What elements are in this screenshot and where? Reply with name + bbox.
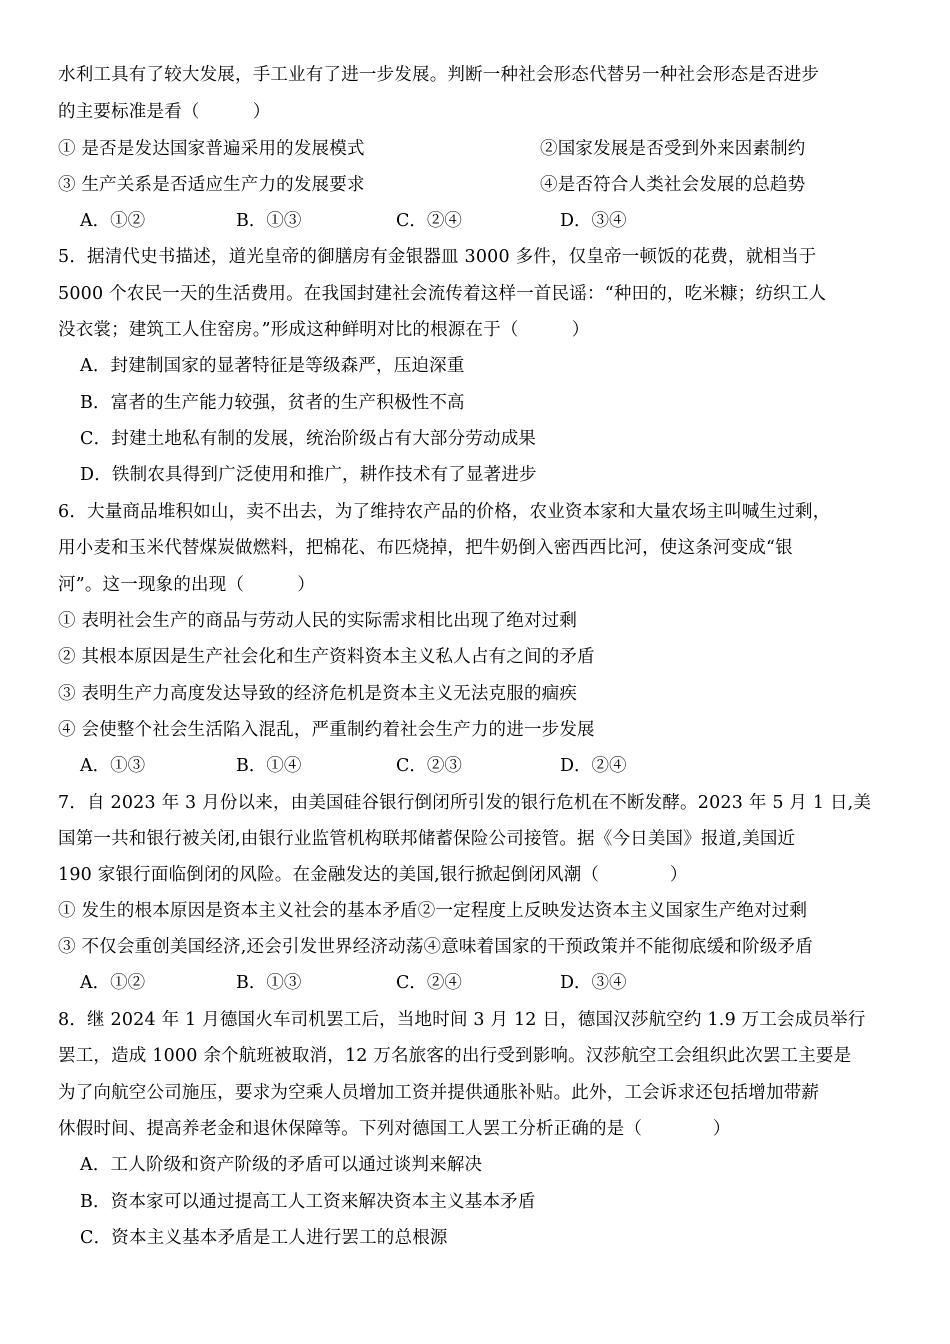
q7-options — [80, 971, 627, 995]
q4-option-a[interactable]: A．①② — [80, 211, 146, 231]
q6-stem-line-1: 6．大量商品堆积如山，卖不出去，为了维持农产品的价格，农业资本家和大量农场主叫喊生过剩， — [58, 502, 831, 522]
q4-option-c[interactable]: C．②④ — [396, 211, 462, 231]
q4-stem-line-1: 水利工具有了较大发展，手工业有了进一步发展。判断一种社会形态代替另一种社会形态是否进步 — [58, 65, 820, 85]
q6-options — [80, 754, 627, 778]
q6-statement-3: ③ 表明生产力高度发达导致的经济危机是资本主义无法克服的痼疾 — [58, 684, 578, 704]
q5-option-c[interactable]: C．封建土地私有制的发展，统治阶级占有大部分劳动成果 — [80, 429, 537, 449]
q4-options — [80, 209, 627, 233]
q4-statements-row-2 — [58, 173, 910, 197]
q8-stem-line-2: 罢工，造成 1000 余个航班被取消，12 万名旅客的出行受到影响。汉莎航空工会组织此次罢工主要是 — [58, 1046, 852, 1066]
q8-option-c[interactable]: C．资本主义基本矛盾是工人进行罢工的总根源 — [80, 1228, 448, 1248]
q6-option-c[interactable]: C．②③ — [396, 756, 462, 776]
q4-statement-3: ③ 生产关系是否适应生产力的发展要求 — [58, 175, 365, 195]
q8-stem-line-4: 休假时间、提高养老金和退休保障等。下列对德国工人罢工分析正确的是（ ） — [58, 1119, 731, 1139]
q4-statement-2: ②国家发展是否受到外来因素制约 — [540, 139, 806, 159]
q7-statements-line-2: ③ 不仅会重创美国经济,还会引发世界经济动荡④意味着国家的干预政策并不能彻底缓和阶级矛盾 — [58, 937, 813, 957]
q6-option-b[interactable]: B．①④ — [236, 756, 302, 776]
q7-option-b[interactable]: B．①③ — [236, 973, 302, 993]
q7-stem-line-2: 国第一共和银行被关闭,由银行业监管机构联邦储蓄保险公司接管。据《今日美国》报道,美国近 — [58, 829, 796, 849]
q4-stem-line-2: 的主要标准是看（ ） — [58, 102, 271, 122]
q7-stem-line-1: 7．自 2023 年 3 月份以来，由美国硅谷银行倒闭所引发的银行危机在不断发酵。2023 年 5 月 1 日,美 — [58, 793, 872, 813]
q7-statements-line-1: ① 发生的根本原因是资本主义社会的基本矛盾②一定程度上反映发达资本主义国家生产绝对过剩 — [58, 901, 808, 921]
q6-stem-line-2: 用小麦和玉米代替煤炭做燃料，把棉花、布匹烧掉，把牛奶倒入密西西比河，使这条河变成“银 — [58, 538, 793, 558]
q5-option-a[interactable]: A．封建制国家的显著特征是等级森严，压迫深重 — [80, 356, 465, 376]
q7-stem-line-3: 190 家银行面临倒闭的风险。在金融发达的美国,银行掀起倒闭风潮（ ） — [58, 865, 688, 885]
q6-option-a[interactable]: A．①③ — [80, 756, 146, 776]
q6-statement-1: ① 表明社会生产的商品与劳动人民的实际需求相比出现了绝对过剩 — [58, 611, 578, 631]
q6-statement-4: ④ 会使整个社会生活陷入混乱，严重制约着社会生产力的进一步发展 — [58, 720, 595, 740]
q6-stem-line-3: 河”。这一现象的出现（ ） — [58, 575, 315, 595]
q6-option-d[interactable]: D．②④ — [560, 756, 627, 776]
q5-stem-line-1: 5．据清代史书描述，道光皇帝的御膳房有金银器皿 3000 多件，仅皇帝一顿饭的花费，就相当于 — [58, 247, 817, 267]
q7-option-a[interactable]: A．①② — [80, 973, 146, 993]
q4-option-d[interactable]: D．③④ — [560, 211, 627, 231]
q8-option-b[interactable]: B．资本家可以通过提高工人工资来解决资本主义基本矛盾 — [80, 1192, 536, 1212]
q7-option-c[interactable]: C．②④ — [396, 973, 462, 993]
q7-option-d[interactable]: D．③④ — [560, 973, 627, 993]
q6-statement-2: ② 其根本原因是生产社会化和生产资料资本主义私人占有之间的矛盾 — [58, 647, 595, 667]
q4-option-b[interactable]: B．①③ — [236, 211, 302, 231]
q8-stem-line-3: 为了向航空公司施压，要求为空乘人员增加工资并提供通胀补贴。此外，工会诉求还包括增加带薪 — [58, 1083, 820, 1103]
q8-stem-line-1: 8．继 2024 年 1 月德国火车司机罢工后，当地时间 3 月 12 日，德国汉莎航空约 1.9 万工会成员举行 — [58, 1010, 866, 1030]
q5-option-b[interactable]: B．富者的生产能力较强，贫者的生产积极性不高 — [80, 393, 465, 413]
q5-stem-line-2: 5000 个农民一天的生活费用。在我国封建社会流传着这样一首民谣：“种田的，吃米糠；纺织工人 — [58, 284, 827, 304]
q4-statements-row-1 — [58, 137, 910, 161]
q5-stem-line-3: 没衣裳；建筑工人住窑房。”形成这种鲜明对比的根源在于（ ） — [58, 320, 590, 340]
q5-option-d[interactable]: D．铁制农具得到广泛使用和推广，耕作技术有了显著进步 — [80, 465, 537, 485]
q8-option-a[interactable]: A．工人阶级和资产阶级的矛盾可以通过谈判来解决 — [80, 1155, 483, 1175]
q4-statement-4: ④是否符合人类社会发展的总趋势 — [540, 175, 806, 195]
q4-statement-1: ① 是否是发达国家普遍采用的发展模式 — [58, 139, 365, 159]
